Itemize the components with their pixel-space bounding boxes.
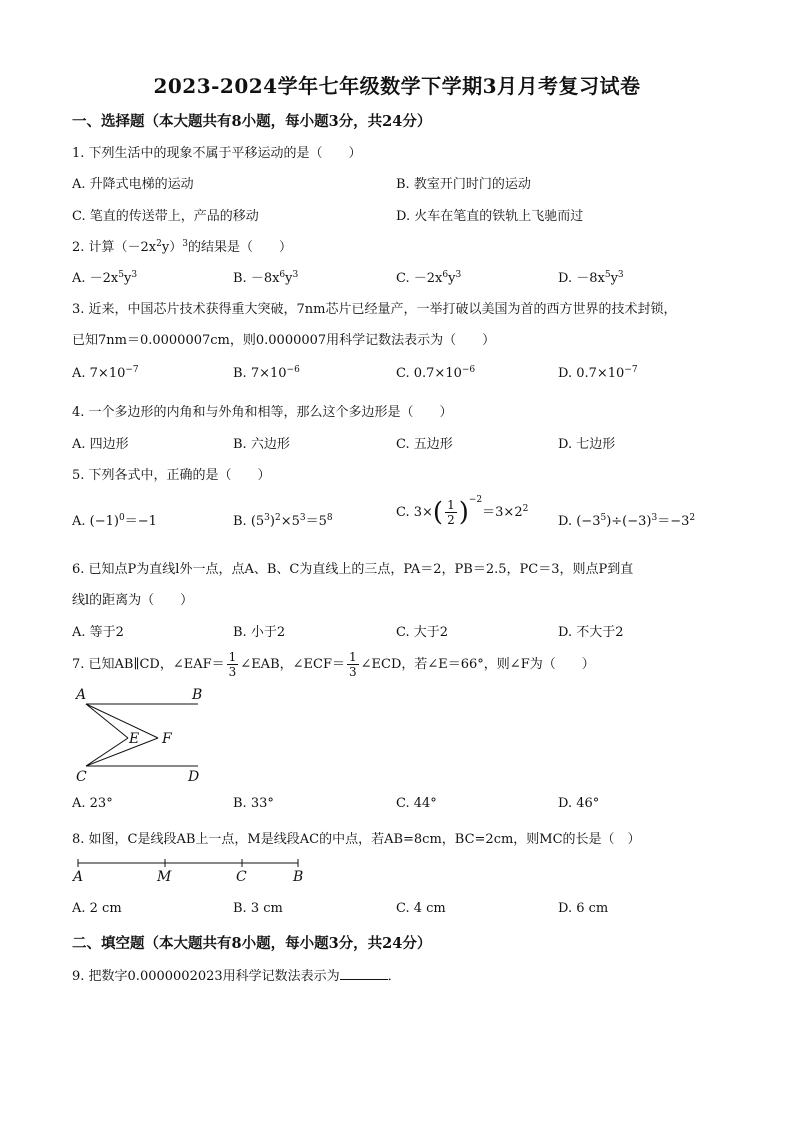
q3-stem-line1: 3. 近来，中国芯片技术获得重大突破，7nm芯片已经量产，一举打破以美国为首的西方世界的技术封锁，	[72, 302, 677, 317]
q2-option-d: D. $-8x^5y^3$	[558, 270, 624, 286]
label-f: F	[162, 731, 172, 747]
q9-stem	[72, 965, 401, 984]
page-title: 2023-2024学年七年级数学下学期3月月考复习试卷	[153, 74, 641, 98]
q4-stem: 4. 一个多边形的内角和与外角和相等，那么这个多边形是（ ）	[72, 405, 453, 420]
q8-stem: 8. 如图，C是线段AB上一点，M是线段AC的中点，若AB=8cm，BC=2cm，则MC的长是（ ）	[72, 832, 641, 847]
label-b: B	[293, 869, 304, 885]
q1-option-d: D. 火车在笔直的铁轨上飞驰而过	[396, 209, 584, 224]
q2-stem-part: 2. 计算（－2x	[72, 240, 157, 255]
q2-stem-part: 的结果是（ ）	[187, 240, 292, 255]
q3-option-c: C. $0.7\times 10^{-6}$	[396, 365, 476, 381]
q3-option-a: A. $7\times 10^{-7}$	[72, 365, 139, 381]
q1-option-c: C. 笔直的传送带上，产品的移动	[72, 209, 259, 224]
q8-option-c: C. 4 cm	[396, 901, 446, 916]
q7-stem: 7. 已知AB∥CD，∠EAF＝ $\frac{1}{3}$ ∠EAB，∠ECF＝ $\frac{1}{3}$ ∠ECD，若∠E＝66°，则∠F为（ ）	[72, 650, 595, 679]
q6-stem-line1: 6. 已知点P为直线l外一点，点A、B、C为直线上的三点，PA＝2，PB＝2.5，PC＝3，则点P到直	[72, 562, 634, 577]
q5-option-b: B. $(5^3)^2\times 5^3=5^8$	[233, 513, 333, 529]
q2-option-b: B. $-8x^6y^3$	[233, 270, 299, 286]
q4-option-a: A. 四边形	[72, 437, 129, 452]
q1-option-a: A. 升降式电梯的运动	[72, 177, 194, 192]
q8-option-d: D. 6 cm	[558, 901, 609, 916]
q8-option-a: A. 2 cm	[72, 901, 122, 916]
section-2-heading: 二、填空题（本大题共有8小题，每小题3分，共24分）	[72, 935, 432, 952]
q5-stem: 5. 下列各式中，正确的是（ ）	[72, 468, 271, 483]
q9-stem-text: 9. 把数字0.0000002023用科学记数法表示为	[72, 969, 340, 984]
q1-stem: 1. 下列生活中的现象不属于平移运动的是（ ）	[72, 146, 362, 161]
q7-figure	[72, 684, 212, 784]
q7-option-a: A. 23°	[72, 796, 113, 811]
q6-option-c: C. 大于2	[396, 625, 449, 640]
q4-option-b: B. 六边形	[233, 437, 290, 452]
q3-option-d: D. $0.7\times 10^{-7}$	[558, 365, 638, 381]
q3-option-b: B. $7\times 10^{-6}$	[233, 365, 300, 381]
q2-option-c: C. $-2x^6y^3$	[396, 270, 462, 286]
label-e: E	[129, 731, 140, 747]
q8-figure	[70, 855, 315, 885]
q2-stem	[72, 236, 292, 255]
label-d: D	[188, 769, 200, 784]
q5-option-c: C. 3×( $\frac{1}{2}$ )$^{-2}=3\times 2^2$	[396, 495, 529, 528]
q6-option-d: D. 不大于2	[558, 625, 624, 640]
answer-blank[interactable]	[340, 967, 388, 980]
q6-option-b: B. 小于2	[233, 625, 286, 640]
q3-stem-line2: 已知7nm＝0.0000007cm，则0.0000007用科学记数法表示为（ ）	[72, 333, 496, 348]
label-c: C	[76, 769, 87, 784]
q2-stem-exp: 3	[182, 239, 188, 249]
q9-stem-end: ．	[387, 969, 401, 984]
q7-option-b: B. 33°	[233, 796, 274, 811]
label-a: A	[76, 687, 87, 703]
label-c: C	[236, 869, 247, 885]
label-b: B	[192, 687, 203, 703]
q6-option-a: A. 等于2	[72, 625, 124, 640]
q6-stem-line2: 线l的距离为（ ）	[72, 593, 194, 608]
label-a: A	[73, 869, 84, 885]
q8-option-b: B. 3 cm	[233, 901, 283, 916]
q7-option-c: C. 44°	[396, 796, 437, 811]
q2-option-a: A. $-2x^5y^3$	[72, 270, 138, 286]
q2-stem-part: y）	[161, 240, 183, 255]
section-1-heading: 一、选择题（本大题共有8小题，每小题3分，共24分）	[72, 113, 432, 130]
q2-stem-exp: 2	[156, 239, 162, 249]
q1-option-b: B. 教室开门时门的运动	[396, 177, 531, 192]
q4-option-c: C. 五边形	[396, 437, 453, 452]
q5-option-d: D. $(-3^5)\div(-3)^3=-3^2$	[558, 513, 696, 529]
label-m: M	[157, 869, 172, 885]
q7-option-d: D. 46°	[558, 796, 600, 811]
q5-option-a: A. $(-1)^0=-1$	[72, 513, 157, 529]
q4-option-d: D. 七边形	[558, 437, 616, 452]
